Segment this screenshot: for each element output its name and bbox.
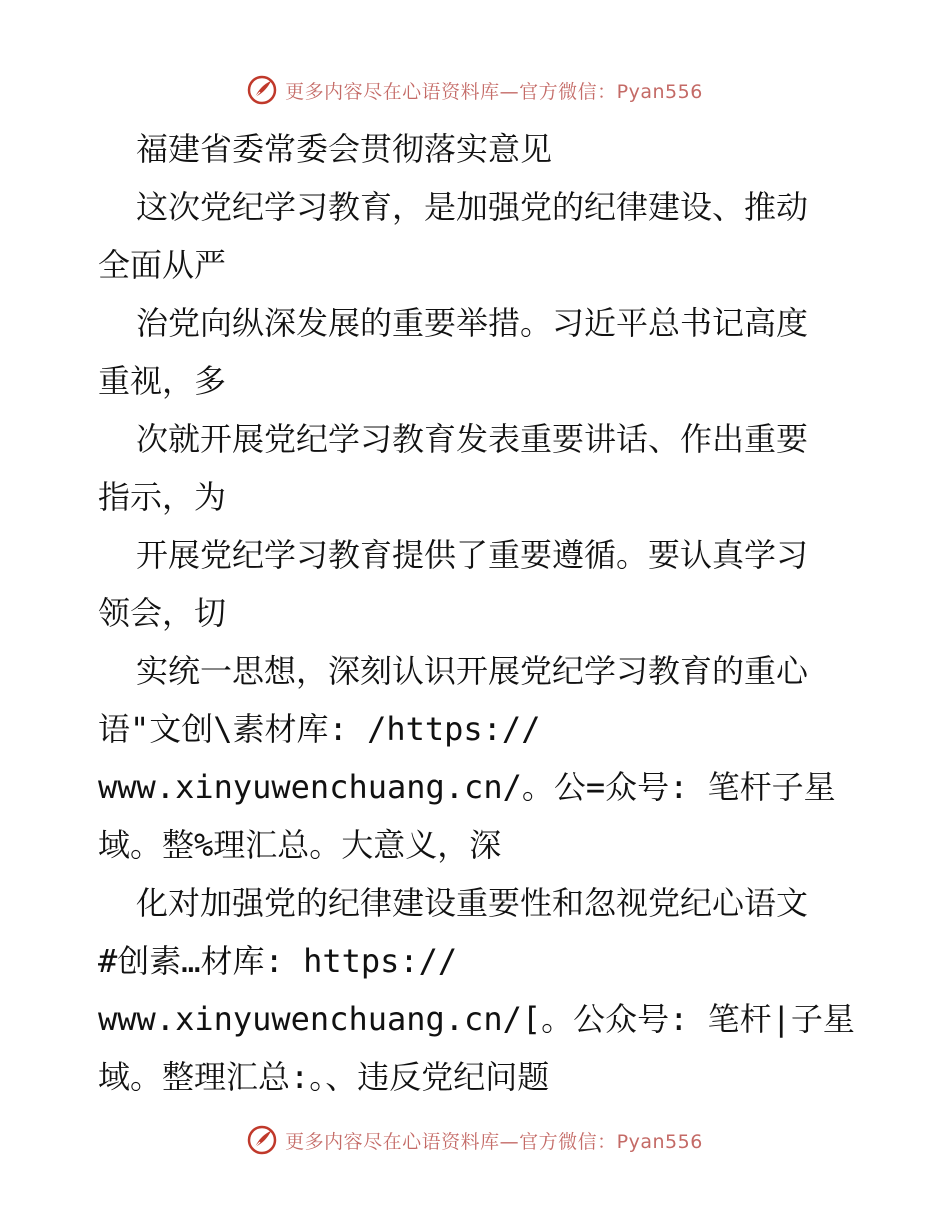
document-line: 域。整%理汇总。大意义，深: [98, 826, 502, 864]
document-line: 化对加强党的纪律建设重要性和忽视党纪心语文: [136, 884, 809, 922]
footer-banner: [0, 1120, 950, 1160]
document-line: 实统一思想，深刻认识开展党纪学习教育的重心: [136, 652, 809, 690]
document-title: 福建省委常委会贯彻落实意见: [136, 130, 553, 168]
document-line: 次就开展党纪学习教育发表重要讲话、作出重要: [136, 420, 809, 458]
quill-logo-icon: [247, 75, 277, 105]
document-line: 全面从严: [98, 246, 227, 284]
document-line: 领会，切: [98, 594, 227, 632]
document-line: 指示，为: [98, 478, 227, 516]
document-line: #创素…材库: https://: [98, 942, 458, 980]
document-line: www.xinyuwenchuang.cn/[。公众号: 笔杆|子星: [98, 1000, 855, 1038]
header-banner: [0, 70, 950, 110]
document-line: 开展党纪学习教育提供了重要遵循。要认真学习: [136, 536, 809, 574]
header-banner-text: 更多内容尽在心语资料库—官方微信：Pyan556: [285, 80, 703, 103]
document-line: 语"文创\素材库: /https://: [98, 710, 541, 748]
document-body: [98, 120, 858, 1106]
quill-logo-icon: [247, 1125, 277, 1155]
document-line: 重视，多: [98, 362, 227, 400]
document-line: www.xinyuwenchuang.cn/。公=众号: 笔杆子星: [98, 768, 836, 806]
footer-banner-text: 更多内容尽在心语资料库—官方微信：Pyan556: [285, 1130, 703, 1153]
document-line: 治党向纵深发展的重要举措。习近平总书记高度: [136, 304, 809, 342]
document-line: 这次党纪学习教育，是加强党的纪律建设、推动: [136, 188, 809, 226]
document-line: 域。整理汇总:。、违反党纪问题: [98, 1058, 550, 1096]
